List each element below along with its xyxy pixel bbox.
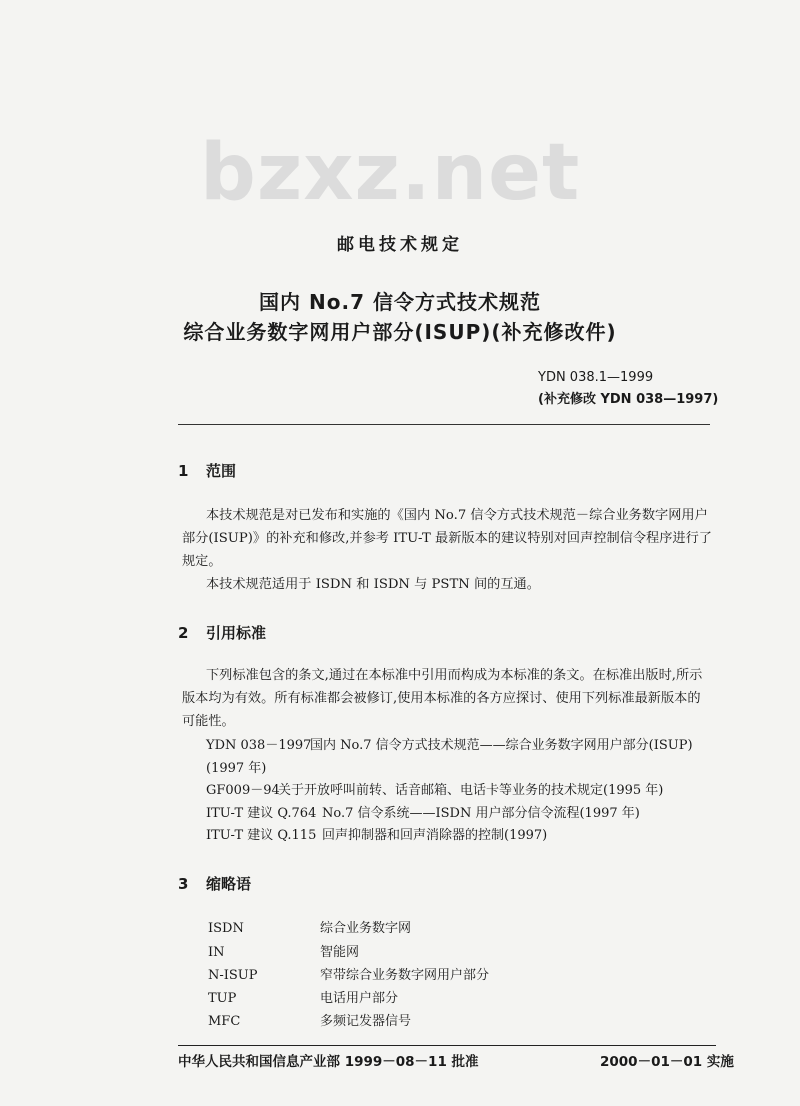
- reference-desc: 回声抑制器和回声消除器的控制(1997): [322, 828, 548, 843]
- section-title: 缩略语: [206, 875, 252, 893]
- abbreviation-term: MFC: [208, 1014, 241, 1029]
- abbreviation-row: [208, 917, 411, 936]
- abbreviation-meaning: 智能网: [320, 945, 360, 960]
- section-paragraph: 本技术规范适用于 ISDN 和 ISDN 与 PSTN 间的互通。: [206, 577, 540, 592]
- reference-code: ITU-T 建议 Q.115: [206, 828, 317, 843]
- reference-desc: 国内 No.7 信令方式技术规范——综合业务数字网用户部分(ISUP): [310, 738, 693, 753]
- abbreviation-meaning: 多频记发器信号: [320, 1014, 412, 1029]
- reference-code: ITU-T 建议 Q.764: [206, 806, 317, 821]
- abbreviation-row: [208, 987, 398, 1006]
- section-number: 1: [178, 462, 189, 480]
- document-title-line2: 综合业务数字网用户部分(ISUP)(补充修改件): [183, 320, 617, 344]
- reference-code: GF009－94: [206, 783, 280, 798]
- section-heading-references: [178, 622, 266, 643]
- reference-item-continued: [206, 758, 266, 779]
- reference-item: [206, 735, 693, 756]
- reference-desc: 关于开放呼叫前转、话音邮箱、电话卡等业务的技术规定(1995 年): [278, 783, 664, 798]
- document-title-line1: 国内 No.7 信令方式技术规范: [259, 290, 541, 314]
- reference-item: [206, 803, 640, 824]
- abbreviation-row: [208, 941, 359, 960]
- watermark: bzxz.net: [200, 128, 581, 218]
- reference-desc-cont: (1997 年): [206, 761, 267, 776]
- abbreviation-row: [208, 964, 489, 983]
- section-paragraph: 本技术规范是对已发布和实施的《国内 No.7 信令方式技术规范－综合业务数字网用户部分(ISUP)》的补充和修改,并参考 ITU-T 最新版本的建议特别对回声控制信令程序进行了规定。: [182, 508, 712, 569]
- footer-divider: [178, 1045, 716, 1046]
- abbreviation-term: IN: [208, 945, 225, 960]
- document-number: YDN 038.1—1999: [538, 370, 654, 385]
- section-title: 引用标准: [206, 624, 267, 642]
- section-heading-abbreviations: [178, 873, 251, 894]
- abbreviation-row: [208, 1010, 411, 1029]
- reference-item: [206, 780, 663, 801]
- reference-desc: No.7 信令系统——ISDN 用户部分信令流程(1997 年): [322, 806, 640, 821]
- reference-item: [206, 825, 547, 846]
- abbreviation-term: N-ISUP: [208, 968, 258, 983]
- footer-issuer: 中华人民共和国信息产业部 1999－08－11 批准: [178, 1054, 479, 1070]
- section-heading-scope: [178, 460, 236, 481]
- abbreviation-meaning: 窄带综合业务数字网用户部分: [320, 968, 490, 983]
- document-supplement: (补充修改 YDN 038—1997): [538, 392, 719, 407]
- abbreviation-meaning: 综合业务数字网: [320, 921, 412, 936]
- header-divider: [178, 424, 710, 425]
- abbreviation-meaning: 电话用户部分: [320, 991, 399, 1006]
- section-paragraph: 下列标准包含的条文,通过在本标准中引用而构成为本标准的条文。在标准出版时,所示版本均为有效。所有标准都会被修订,使用本标准的各方应探讨、使用下列标准最新版本的可能性。: [182, 668, 703, 729]
- section-number: 3: [178, 875, 189, 893]
- section-title: 范围: [206, 462, 237, 480]
- abbreviation-term: TUP: [208, 991, 237, 1006]
- document-category: 邮电技术规定: [337, 235, 463, 255]
- footer-effective-date: 2000－01－01 实施: [600, 1054, 734, 1070]
- reference-code: YDN 038－1997: [206, 738, 312, 753]
- abbreviation-term: ISDN: [208, 921, 244, 936]
- section-number: 2: [178, 624, 189, 642]
